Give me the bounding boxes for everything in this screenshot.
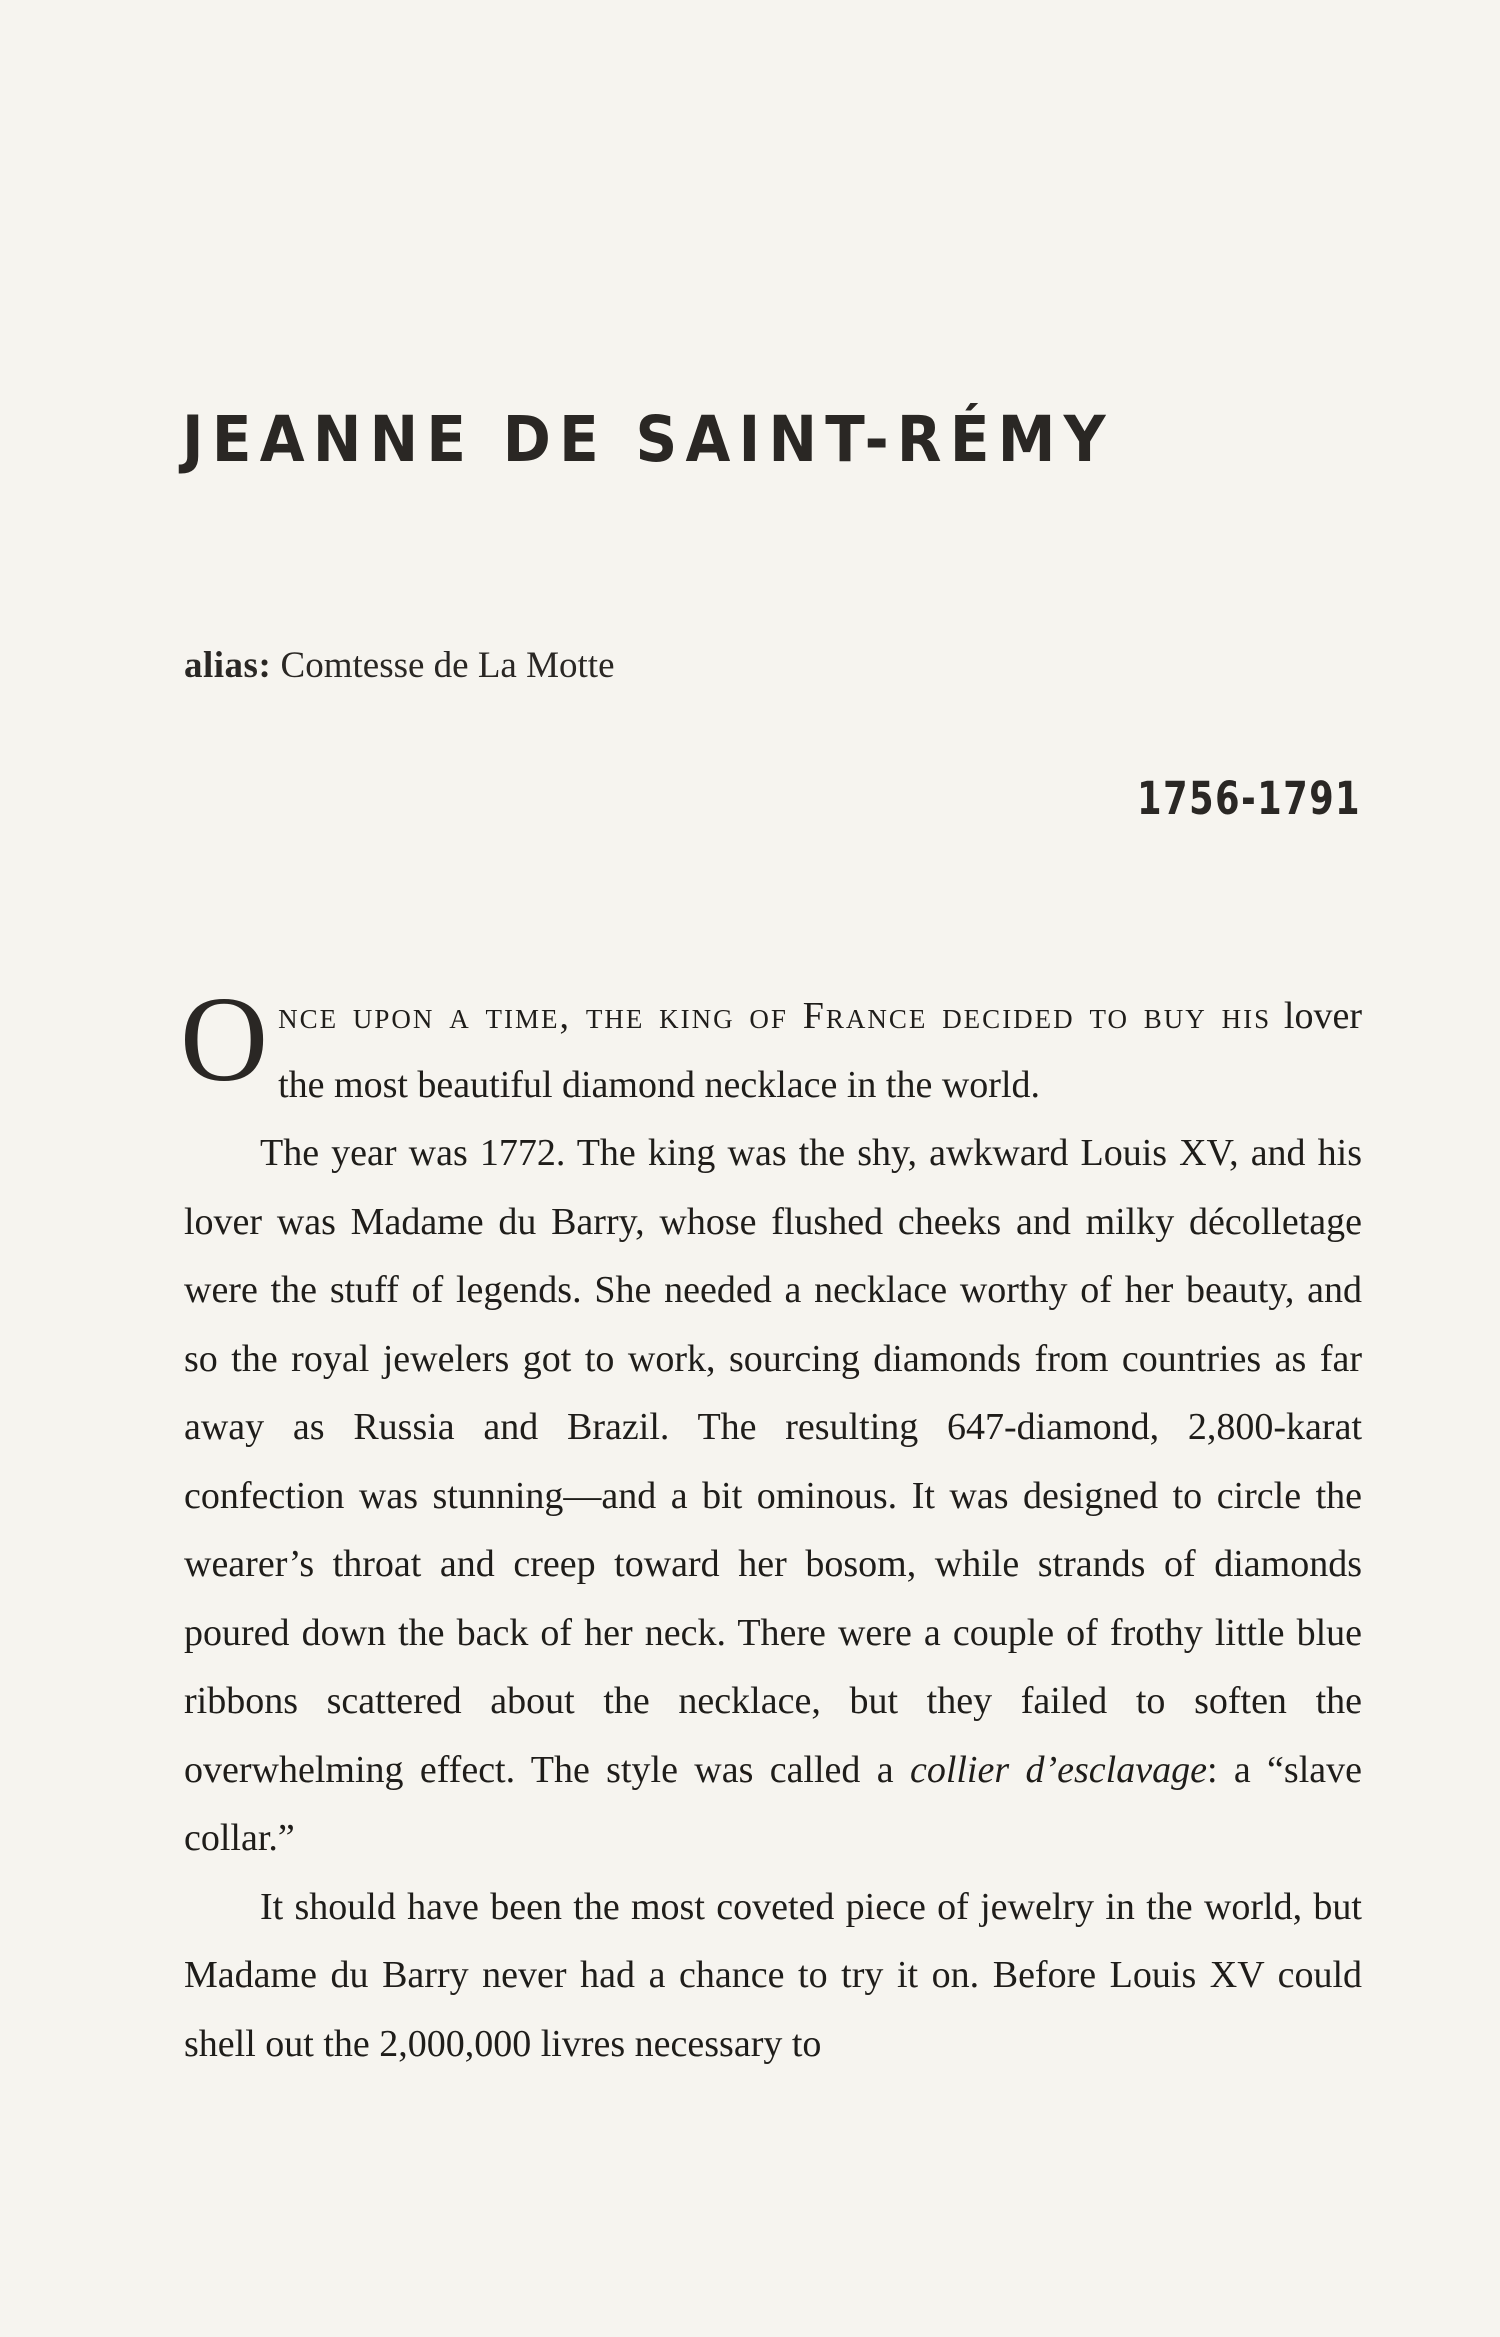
paragraph-2-text: The year was 1772. The king was the shy, awkward Louis XV, and his lover was Madame du Barry, whose flushed cheeks and milky décolletage were the stuff of legends. She needed a necklace worthy of her beauty, and so the royal jewelers got to work, sourcing diamonds from countries as far away as Russia and Brazil. The resulting 647-diamond, 2,800-karat confection was stunning—and a bit ominous. It was designed to circle the wearer’s throat and creep toward her bosom, while strands of diamonds poured down the back of her neck. There were a couple of frothy little blue ribbons scattered about the necklace, but they failed to soften the overwhelming effect. The style was called a [184,1132,1362,1791]
alias-label: alias: [184,645,272,686]
paragraph-2-end: : a “slave collar.” [184,1748,1362,1859]
life-dates: 1756-1791 [1137,772,1361,825]
paragraph-2 [184,1119,1362,1873]
alias-value: Comtesse de La Motte [280,645,615,686]
paragraph-1-lead: nce upon a time, the king of France decided to buy his [278,995,1272,1037]
drop-cap: O [180,972,269,1107]
paragraph-1-rest: lover the most beautiful diamond necklace in the world. [278,995,1362,1106]
body-text [180,972,1362,2078]
paragraph-3: It should have been the most coveted piece of jewelry in the world, but Madame du Barry never had a chance to try it on. Before Louis XV could shell out the 2,000,000 livres necessary to [184,1885,1362,2065]
paragraph-2-italic: collier d’esclavage [909,1748,1207,1791]
chapter-title: JEANNE DE SAINT-RÉMY [182,403,1114,476]
paragraph-1 [180,972,1362,1119]
alias-line [184,644,615,688]
